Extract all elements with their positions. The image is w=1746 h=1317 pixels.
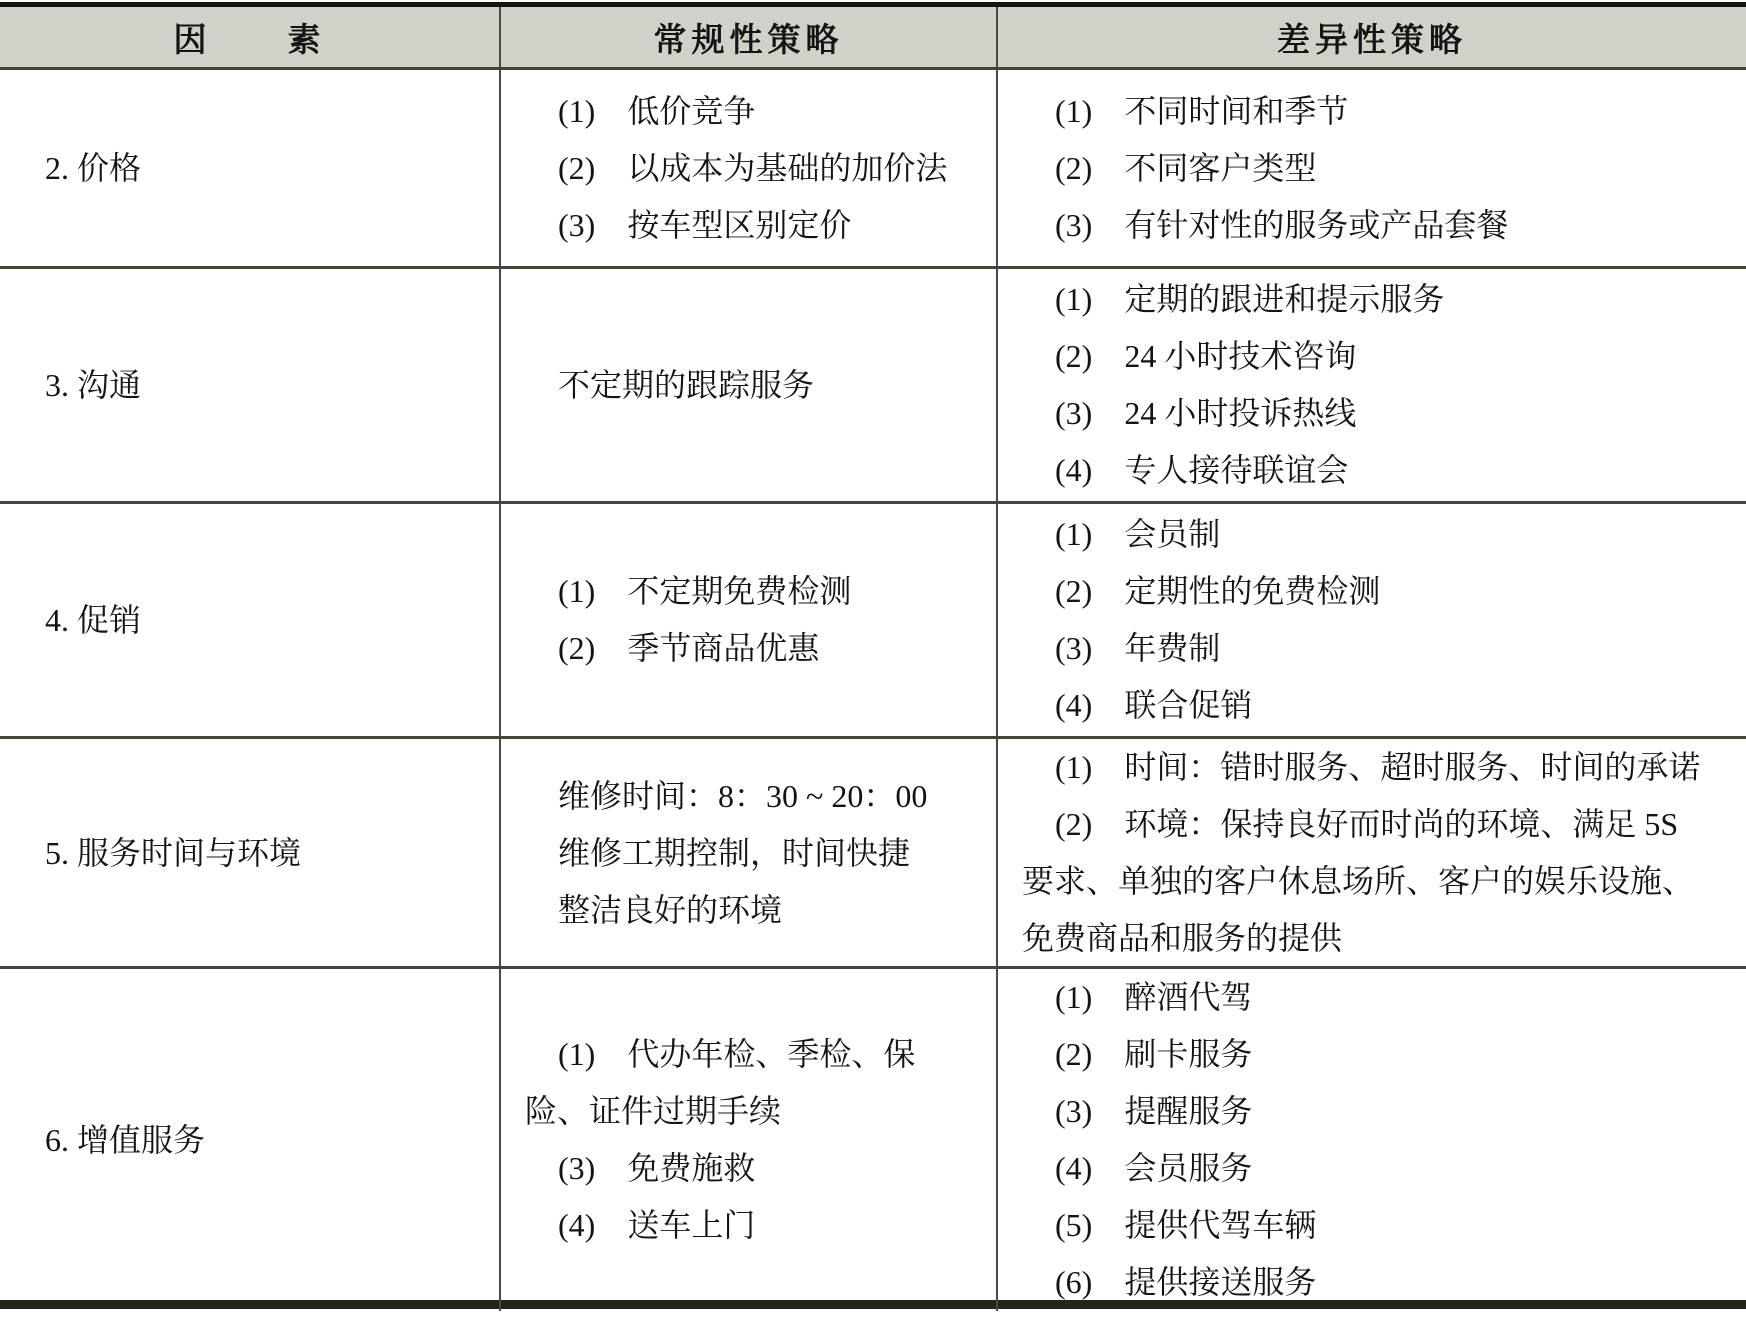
strategy-line: (4) 会员服务 [1055, 1150, 1253, 1186]
strategy-line: (3) 24 小时投诉热线 [1055, 395, 1357, 431]
factor-label: 5. 服务时间与环境 [45, 835, 302, 871]
table-row [0, 266, 1746, 501]
strategy-line: (2) 刷卡服务 [1055, 1036, 1253, 1072]
factor-label: 2. 价格 [45, 150, 142, 186]
strategy-line: (4) 送车上门 [558, 1207, 756, 1243]
differentiated-strategy-cell [996, 269, 1746, 501]
table-header-row [0, 7, 1746, 70]
strategy-line: (6) 提供接送服务 [1055, 1264, 1317, 1300]
strategy-line: 维修时间：8：30 ~ 20：00 [558, 777, 928, 814]
strategy-line: (3) 年费制 [1055, 630, 1221, 666]
strategy-line: (3) 按车型区别定价 [558, 206, 852, 243]
header-cell-differentiated-strategy: 差异性策略 [996, 7, 1746, 67]
strategy-line: 不定期的跟踪服务 [558, 366, 815, 403]
factor-cell [0, 269, 499, 501]
factor-cell [0, 70, 499, 266]
strategy-line: (2) 环境：保持良好而时尚的环境、满足 5S 要求、单独的客户休息场所、客户的娱乐设施、免费商品和服务的提供 [1022, 806, 1695, 956]
regular-strategy-cell [499, 969, 996, 1311]
table-row [0, 501, 1746, 736]
strategy-table [0, 2, 1746, 1309]
header-cell-factor: 因 素 [173, 20, 326, 58]
header-cell-regular-strategy: 常规性策略 [499, 7, 996, 67]
differentiated-strategy-cell [996, 70, 1746, 266]
strategy-line: (2) 不同客户类型 [1055, 149, 1317, 186]
strategy-line: (1) 不同时间和季节 [1055, 92, 1349, 129]
strategy-line: (4) 专人接待联谊会 [1055, 452, 1349, 488]
table-row [0, 736, 1746, 966]
strategy-line: (3) 有针对性的服务或产品套餐 [1055, 206, 1509, 243]
differentiated-strategy-cell [996, 739, 1746, 967]
factor-label: 4. 促销 [45, 602, 142, 638]
table-row [0, 70, 1746, 266]
factor-cell [0, 969, 499, 1311]
strategy-line: (3) 免费施救 [558, 1150, 756, 1186]
strategy-line: (1) 低价竞争 [558, 92, 756, 129]
strategy-line: (2) 以成本为基础的加价法 [558, 149, 948, 186]
factor-label: 6. 增值服务 [45, 1122, 206, 1158]
regular-strategy-cell [499, 739, 996, 967]
strategy-line: (2) 定期性的免费检测 [1055, 573, 1381, 609]
factor-cell [0, 739, 499, 967]
strategy-line: (1) 不定期免费检测 [558, 573, 852, 609]
page [0, 2, 1746, 1317]
differentiated-strategy-cell [996, 969, 1746, 1311]
strategy-line: (1) 定期的跟进和提示服务 [1055, 281, 1445, 317]
strategy-line: 维修工期控制，时间快捷 [558, 834, 911, 871]
strategy-line: (2) 24 小时技术咨询 [1055, 338, 1357, 374]
factor-cell [0, 504, 499, 736]
strategy-line: (5) 提供代驾车辆 [1055, 1207, 1317, 1243]
strategy-line: (1) 会员制 [1055, 516, 1221, 552]
regular-strategy-cell [499, 504, 996, 736]
factor-label: 3. 沟通 [45, 367, 142, 403]
strategy-line: (1) 醉酒代驾 [1055, 979, 1253, 1015]
regular-strategy-cell [499, 269, 996, 501]
differentiated-strategy-cell [996, 504, 1746, 736]
strategy-line: (1) 代办年检、季检、保险、证件过期手续 [525, 1036, 916, 1129]
table-body [0, 70, 1746, 1300]
regular-strategy-cell [499, 70, 996, 266]
strategy-line: (2) 季节商品优惠 [558, 630, 820, 666]
table-row [0, 966, 1746, 1300]
strategy-line: (1) 时间：错时服务、超时服务、时间的承诺 [1055, 749, 1701, 785]
strategy-line: (4) 联合促销 [1055, 687, 1253, 723]
strategy-line: (3) 提醒服务 [1055, 1093, 1253, 1129]
strategy-line: 整洁良好的环境 [558, 891, 783, 928]
